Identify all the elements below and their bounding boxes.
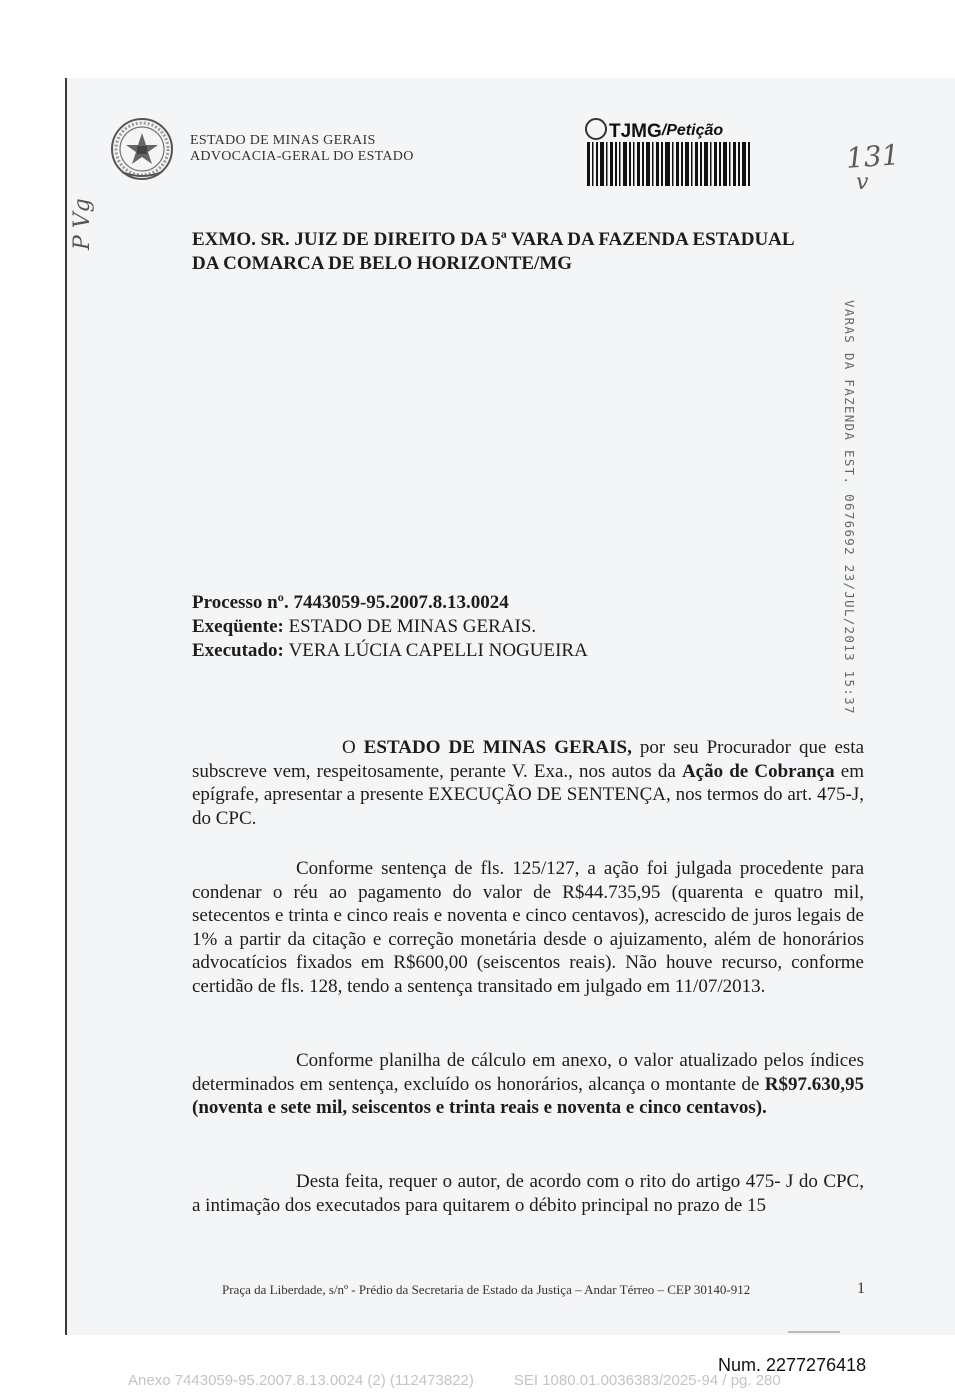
- handwritten-mark: v: [856, 170, 869, 195]
- process-value: 7443059-95.2007.8.13.0024: [293, 592, 509, 613]
- paragraph-3: [192, 1049, 864, 1120]
- exequente-value: ESTADO DE MINAS GERAIS.: [288, 616, 537, 637]
- process-label: Processo nº.: [192, 592, 289, 613]
- executado-value: VERA LÚCIA CAPELLI NOGUEIRA: [288, 640, 588, 661]
- p1-text-e: em epígrafe, apresentar a presente EXECUÇÃO DE SENTENÇA, nos termos do art. 475-J, do CPC.: [192, 760, 864, 829]
- footer-divider: [788, 1331, 840, 1333]
- exequente: [192, 615, 588, 639]
- barcode-icon: [587, 142, 751, 186]
- state-coat-of-arms-icon: [108, 116, 176, 182]
- p2-text: Conforme sentença de fls. 125/127, a ação foi julgada procedente para condenar o réu ao pagamento do valor de R$44.735,95 (quarenta e quatro mil, setecentos e trinta e cinco reais e noventa e cinco centavos), acrescido de juros legais de 1% a partir da citação e correção monetária desde o ajuizamento, além de honorários advocatícios fixados em R$600,00 (seiscentos reais). Não houve recurso, conforme certidão de fls. 128, tendo a sentença transitado em julgado em 11/07/2013.: [192, 858, 864, 997]
- p1-text-b: ESTADO DE MINAS GERAIS,: [363, 737, 632, 758]
- receipt-stamp: VARAS DA FAZENDA EST. 0676692 23/JUL/2013 15:37: [842, 300, 857, 715]
- addressee-line-2: DA COMARCA DE BELO HORIZONTE/MG: [192, 253, 573, 274]
- p1-text-d: Ação de Cobrança: [681, 760, 835, 782]
- tjmg-emblem-icon: [585, 118, 607, 140]
- p3-text-b: R$97.630,95 (noventa e sete mil, seiscentos e trinta reais e noventa e cinco centavos).: [192, 1073, 864, 1118]
- executado: [192, 639, 588, 663]
- addressee: [192, 228, 872, 276]
- p1-text-c: por seu Procurador que esta subscreve vem, respeitosamente, perante V. Exa., nos autos da: [192, 737, 865, 782]
- page-number: 1: [857, 1280, 865, 1297]
- sei-reference: SEI 1080.01.0036383/2025-94 / pg. 280: [513, 1372, 781, 1389]
- exequente-label: Exeqüente:: [192, 616, 284, 637]
- letterhead-state: ESTADO DE MINAS GERAIS: [190, 133, 376, 148]
- handwritten-page-number: 131: [844, 138, 901, 175]
- letterhead-agency: ADVOCACIA-GERAL DO ESTADO: [190, 149, 414, 164]
- paragraph-4: [192, 1170, 864, 1217]
- stamp-org: TJMG: [609, 121, 662, 142]
- handwritten-side-note: P Vg: [70, 198, 95, 250]
- document-number: Num. 2277276418: [718, 1355, 867, 1375]
- case-info: [192, 591, 588, 663]
- footer-address: Praça da Liberdade, s/nº - Prédio da Secretaria de Estado da Justiça – Andar Térreo – CEP 30140-912: [222, 1282, 751, 1297]
- process-number: [192, 591, 588, 615]
- stamp-label: /Petição: [661, 122, 724, 139]
- executado-label: Executado:: [192, 640, 284, 661]
- paragraph-2: [192, 857, 864, 998]
- letterhead: [190, 133, 414, 165]
- annex-reference: Anexo 7443059-95.2007.8.13.0024 (2) (112473822): [128, 1372, 474, 1389]
- p1-text-a: O: [342, 737, 364, 758]
- protocol-stamp: [585, 118, 755, 196]
- p4-text: Desta feita, requer o autor, de acordo com o rito do artigo 475- J do CPC, a intimação dos executados para quitarem o débito principal no prazo de 15: [192, 1171, 864, 1216]
- paragraph-1: [192, 736, 864, 830]
- p3-text-a: Conforme planilha de cálculo em anexo, o valor atualizado pelos índices determinados em sentença, excluído os honorários, alcança o montante de: [192, 1050, 864, 1095]
- addressee-line-1: EXMO. SR. JUIZ DE DIREITO DA 5ª VARA DA FAZENDA ESTADUAL: [192, 229, 795, 250]
- annex-footer: [128, 1372, 781, 1389]
- stamp-title: [585, 118, 723, 143]
